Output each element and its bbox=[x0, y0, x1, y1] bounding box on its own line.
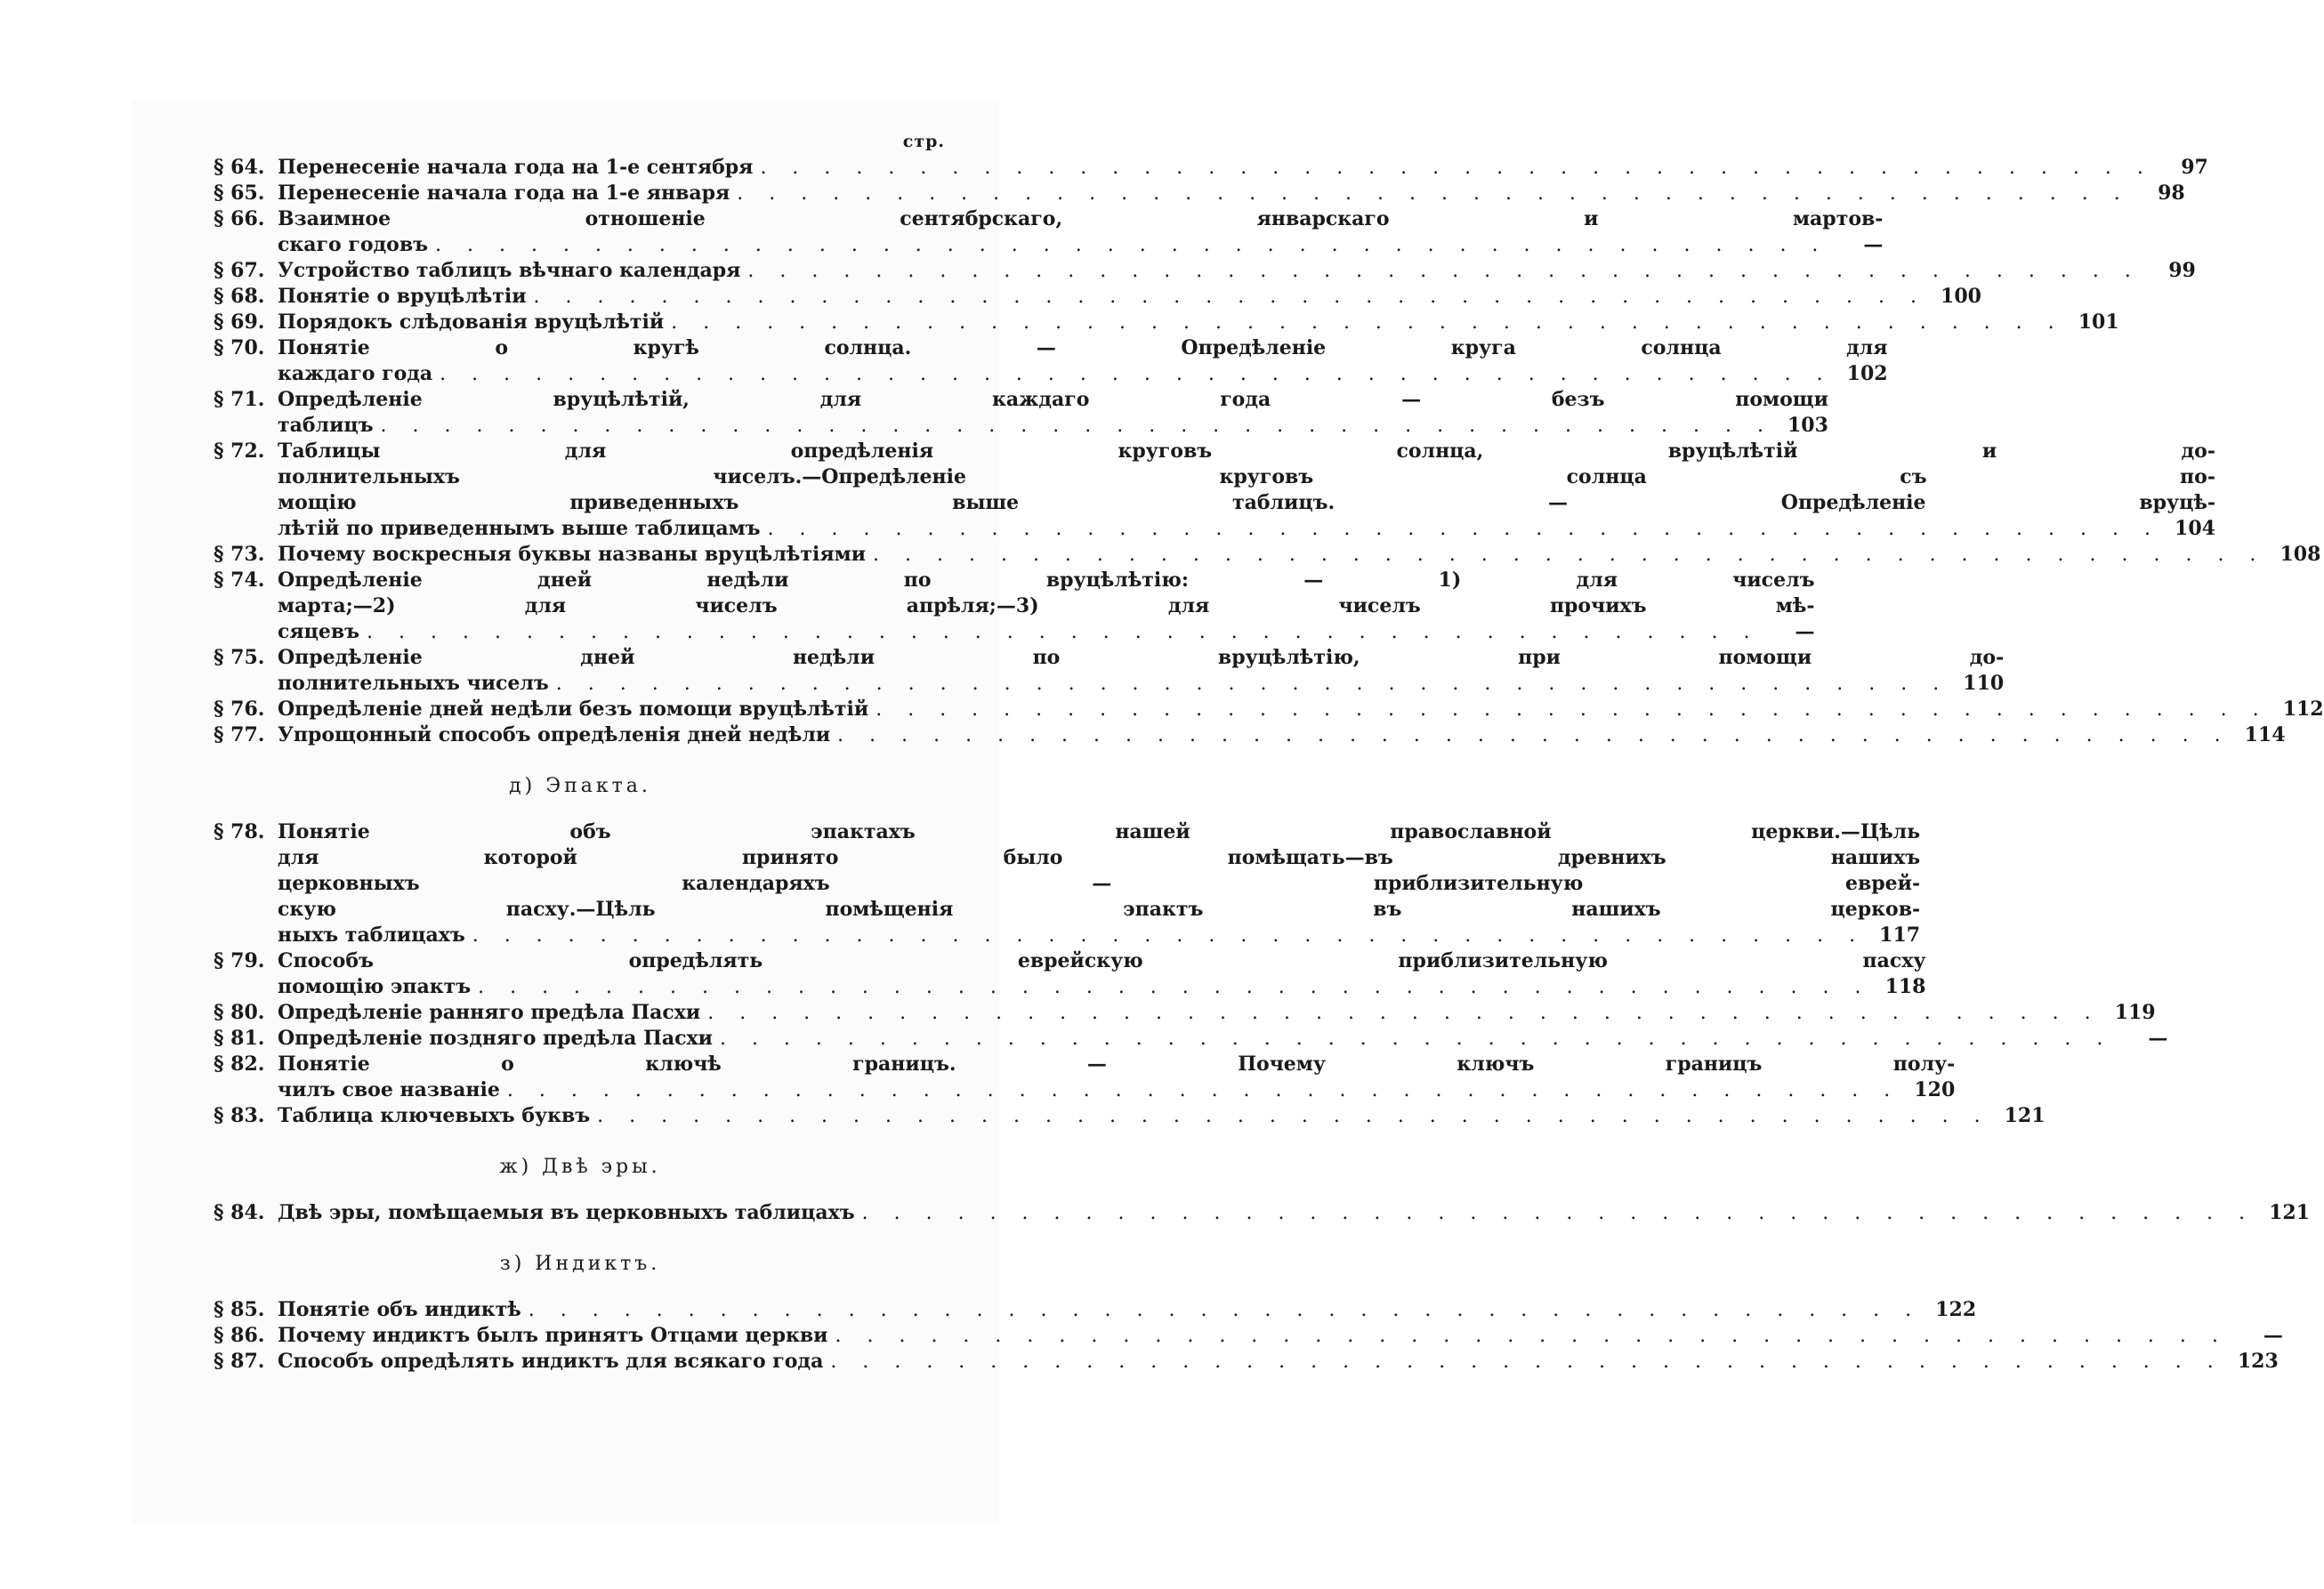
entry-body bbox=[278, 387, 1828, 439]
page-number: 112 bbox=[2282, 698, 2324, 721]
page-number: 121 bbox=[2269, 1201, 2311, 1224]
toc-entry bbox=[214, 181, 2185, 206]
entry-title-text: Опредѣленіе дней недѣли безъ помощи вруцѣлѣтій bbox=[278, 698, 869, 721]
entry-title-text: Упрощонный способъ опредѣленія дней недѣли bbox=[278, 723, 831, 746]
toc-entry bbox=[214, 722, 2286, 748]
page-number: 122 bbox=[1935, 1298, 1977, 1321]
entry-title-text: Почему индиктъ былъ принятъ Отцами церкви bbox=[278, 1324, 828, 1347]
toc-entry bbox=[214, 258, 2196, 284]
entry-line bbox=[278, 387, 1828, 413]
dot-leader bbox=[707, 1000, 2100, 1026]
entry-body bbox=[278, 258, 2196, 284]
entry-title-text: Понятіе объ эпактахъ нашей православной церкви.—Цѣль bbox=[278, 820, 1921, 843]
entry-body bbox=[278, 439, 2215, 542]
page-number: 123 bbox=[2237, 1350, 2279, 1373]
dot-leader bbox=[768, 516, 2160, 542]
entry-body bbox=[278, 568, 1814, 645]
entry-line bbox=[278, 1052, 1955, 1077]
section-number: § 87. bbox=[214, 1350, 265, 1373]
toc-entry bbox=[214, 206, 1884, 258]
section-number: § 68. bbox=[214, 285, 265, 308]
entry-line bbox=[278, 697, 2324, 722]
toc-entry bbox=[214, 1052, 1956, 1103]
entry-line bbox=[278, 258, 2196, 284]
entry-line bbox=[278, 645, 2004, 671]
entry-body bbox=[278, 1026, 2167, 1052]
section-number: § 65. bbox=[214, 181, 265, 205]
section-number: § 74. bbox=[214, 569, 265, 592]
toc-entry bbox=[214, 335, 1888, 387]
entry-title-text: мощію приведенныхъ выше таблицъ. — Опредѣленіе вруцѣ- bbox=[278, 491, 2215, 514]
section-number: § 82. bbox=[214, 1053, 265, 1076]
section-number: § 72. bbox=[214, 440, 265, 463]
entry-body bbox=[278, 722, 2286, 748]
toc-entry bbox=[214, 819, 1921, 948]
section-number: § 69. bbox=[214, 311, 265, 334]
entry-line bbox=[278, 413, 1828, 439]
dot-leader bbox=[367, 619, 1759, 645]
section-number: § 80. bbox=[214, 1001, 265, 1024]
toc-entry bbox=[214, 1026, 2168, 1052]
entry-title-text: Перенесеніе начала года на 1-е сентября bbox=[278, 156, 754, 179]
entry-title-text: Взаимное отношеніе сентябрскаго, январскаго и мартов- bbox=[278, 207, 1884, 230]
entry-body bbox=[278, 697, 2324, 722]
entry-title-text: Перенесеніе начала года на 1-е января bbox=[278, 181, 730, 205]
entry-body bbox=[278, 645, 2004, 697]
page-number: 108 bbox=[2280, 543, 2321, 566]
page-number: — bbox=[1795, 620, 1815, 643]
section-number: § 78. bbox=[214, 820, 265, 843]
entry-line bbox=[278, 593, 1814, 619]
page-number: 117 bbox=[1879, 924, 1921, 947]
entry-body bbox=[278, 310, 2119, 335]
entry-body bbox=[278, 1297, 1976, 1323]
entry-line bbox=[278, 310, 2119, 335]
entry-title-text: скую пасху.—Цѣль помѣщенія эпактъ въ нашихъ церков- bbox=[278, 898, 1921, 921]
section-number: § 83. bbox=[214, 1104, 265, 1127]
toc-entry bbox=[214, 1000, 2156, 1026]
page-number: 100 bbox=[1941, 285, 1981, 308]
toc-entry bbox=[214, 568, 1815, 645]
dot-leader bbox=[529, 1297, 1921, 1323]
page-number: — bbox=[2148, 1027, 2168, 1050]
dot-leader bbox=[671, 310, 2063, 335]
entry-line bbox=[278, 335, 1888, 361]
dot-leader bbox=[830, 1349, 2223, 1375]
entry-body bbox=[278, 335, 1888, 387]
page-column-header: стр. bbox=[902, 132, 945, 151]
dot-leader bbox=[862, 1200, 2255, 1226]
entry-body bbox=[278, 1200, 2310, 1226]
entry-line bbox=[278, 1103, 2046, 1129]
entry-line bbox=[278, 439, 2215, 464]
entry-line bbox=[278, 871, 1920, 897]
entry-body bbox=[278, 819, 1920, 948]
entry-title-text: чилъ свое названіе bbox=[278, 1078, 500, 1101]
entry-title-text: Понятіе о вруцѣлѣтіи bbox=[278, 285, 527, 308]
entry-title-text: Таблицы для опредѣленія круговъ солнца, вруцѣлѣтій и до- bbox=[278, 440, 2215, 463]
dot-leader bbox=[737, 181, 2129, 206]
section-number: § 85. bbox=[214, 1298, 265, 1321]
dot-leader bbox=[556, 671, 1949, 697]
toc-entry bbox=[214, 645, 2005, 697]
toc-entry bbox=[214, 1297, 1977, 1323]
dot-leader bbox=[472, 923, 1865, 948]
section-number: § 64. bbox=[214, 156, 265, 179]
page-number: 110 bbox=[1963, 672, 2005, 695]
entry-title-text: марта;—2) для чиселъ апрѣля;—3) для чиселъ прочихъ мѣ- bbox=[278, 594, 1815, 617]
page-number: 119 bbox=[2114, 1001, 2156, 1024]
page-number: 104 bbox=[2175, 517, 2215, 540]
toc-entry bbox=[214, 1349, 2279, 1375]
section-number: § 75. bbox=[214, 646, 265, 669]
toc-group-2 bbox=[214, 819, 2168, 1129]
entry-line bbox=[278, 1000, 2156, 1026]
entry-body bbox=[278, 1349, 2279, 1375]
dot-leader bbox=[440, 361, 1832, 387]
entry-line bbox=[278, 232, 1883, 258]
entry-title-text: скаго годовъ bbox=[278, 233, 429, 256]
section-number: § 86. bbox=[214, 1324, 265, 1347]
entry-line bbox=[278, 845, 1920, 871]
section-number: § 79. bbox=[214, 949, 265, 972]
entry-line bbox=[278, 974, 1926, 1000]
entry-body bbox=[278, 542, 2320, 568]
entry-title-text: Опредѣленіе дней недѣли по вруцѣлѣтію: — 1) для чиселъ bbox=[278, 569, 1815, 592]
entry-line bbox=[278, 568, 1814, 593]
entry-title-text: Понятіе объ индиктѣ bbox=[278, 1298, 521, 1321]
entry-title-text: полнительныхъ чиселъ bbox=[278, 672, 549, 695]
entry-body bbox=[278, 1052, 1955, 1103]
page-number: 99 bbox=[2168, 259, 2196, 282]
entry-title-text: Способъ опредѣлять еврейскую приблизительную пасху bbox=[278, 949, 1926, 972]
entry-title-text: ныхъ таблицахъ bbox=[278, 924, 465, 947]
dot-leader bbox=[760, 155, 2152, 181]
dot-leader bbox=[876, 697, 2268, 722]
toc-entry bbox=[214, 542, 2321, 568]
entry-line bbox=[278, 819, 1920, 845]
toc-entry bbox=[214, 1103, 2046, 1129]
toc-group-1 bbox=[214, 155, 2324, 748]
section-number: § 77. bbox=[214, 723, 265, 746]
dot-leader bbox=[381, 413, 1773, 439]
entry-line bbox=[278, 1077, 1955, 1103]
entry-title-text: таблицъ bbox=[278, 414, 374, 437]
page-number: — bbox=[1863, 233, 1884, 256]
entry-line bbox=[278, 1349, 2279, 1375]
dot-leader bbox=[835, 1323, 2227, 1349]
dot-leader bbox=[747, 258, 2140, 284]
entry-title-text: Двѣ эры, помѣщаемыя въ церковныхъ таблицахъ bbox=[278, 1201, 855, 1224]
section-number: § 73. bbox=[214, 543, 265, 566]
entry-body bbox=[278, 1323, 2283, 1349]
entry-body bbox=[278, 284, 1981, 310]
toc-entry bbox=[214, 1323, 2283, 1349]
section-number: § 70. bbox=[214, 336, 265, 359]
toc-entry bbox=[214, 387, 1828, 439]
page-number: 114 bbox=[2244, 723, 2286, 746]
entry-line bbox=[278, 1200, 2310, 1226]
entry-line bbox=[278, 490, 2215, 516]
table-of-contents bbox=[214, 129, 2324, 1375]
dot-leader bbox=[435, 232, 1828, 258]
toc-entry bbox=[214, 439, 2215, 542]
section-number: § 67. bbox=[214, 259, 265, 282]
section-heading-epacta: д) Эпакта. bbox=[509, 775, 651, 797]
entry-title-text: сяцевъ bbox=[278, 620, 360, 643]
page-number: 121 bbox=[2004, 1104, 2046, 1127]
toc-entry bbox=[214, 284, 1981, 310]
section-number: § 66. bbox=[214, 207, 265, 230]
dot-leader bbox=[507, 1077, 1900, 1103]
entry-body bbox=[278, 206, 1883, 258]
entry-title-text: Порядокъ слѣдованія вруцѣлѣтій bbox=[278, 311, 665, 334]
entry-line bbox=[278, 619, 1814, 645]
toc-entry bbox=[214, 1200, 2311, 1226]
toc-entry bbox=[214, 697, 2324, 722]
toc-entry bbox=[214, 948, 1926, 1000]
entry-title-text: лѣтій по приведеннымъ выше таблицамъ bbox=[278, 517, 761, 540]
toc-group-4 bbox=[214, 1297, 2283, 1375]
entry-body bbox=[278, 948, 1926, 1000]
entry-title-text: Понятіе о кругѣ солнца. — Опредѣленіе круга солнца для bbox=[278, 336, 1888, 359]
entry-line bbox=[278, 155, 2208, 181]
toc-entry bbox=[214, 155, 2208, 181]
entry-title-text: церковныхъ календаряхъ — приблизительную еврей- bbox=[278, 872, 1921, 895]
entry-line bbox=[278, 516, 2215, 542]
entry-line bbox=[278, 671, 2004, 697]
dot-leader bbox=[534, 284, 1926, 310]
section-number: § 84. bbox=[214, 1201, 265, 1224]
entry-title-text: Устройство таблицъ вѣчнаго календаря bbox=[278, 259, 741, 282]
dot-leader bbox=[478, 974, 1870, 1000]
section-number: § 71. bbox=[214, 388, 265, 411]
page-number: 118 bbox=[1884, 975, 1926, 998]
entry-title-text: Опредѣленіе вруцѣлѣтій, для каждаго года — безъ помощи bbox=[278, 388, 1828, 411]
entry-title-text: полнительныхъ чиселъ.—Опредѣленіе круговъ солнца съ по- bbox=[278, 465, 2215, 488]
entry-title-text: помощію эпактъ bbox=[278, 975, 472, 998]
dot-leader bbox=[720, 1026, 2112, 1052]
toc-group-3 bbox=[214, 1200, 2311, 1226]
entry-body bbox=[278, 1000, 2156, 1026]
entry-line bbox=[278, 542, 2320, 568]
entry-title-text: для которой принято было помѣщать—въ древнихъ нашихъ bbox=[278, 846, 1921, 869]
page-number: 120 bbox=[1914, 1078, 1956, 1101]
entry-title-text: Опредѣленіе дней недѣли по вруцѣлѣтію, при помощи до- bbox=[278, 646, 2005, 669]
page-number: 97 bbox=[2181, 156, 2208, 179]
entry-line bbox=[278, 361, 1888, 387]
page-number: 102 bbox=[1846, 362, 1888, 385]
entry-line bbox=[278, 722, 2286, 748]
entry-line bbox=[278, 923, 1920, 948]
entry-title-text: каждаго года bbox=[278, 362, 433, 385]
section-heading-two-eras: ж) Двѣ эры. bbox=[499, 1156, 661, 1178]
entry-line bbox=[278, 464, 2215, 490]
page-number: 103 bbox=[1787, 414, 1828, 437]
entry-line bbox=[278, 1323, 2283, 1349]
entry-line bbox=[278, 1297, 1976, 1323]
dot-leader bbox=[597, 1103, 1989, 1129]
entry-title-text: Таблица ключевыхъ буквъ bbox=[278, 1104, 591, 1127]
entry-body bbox=[278, 1103, 2046, 1129]
entry-line bbox=[278, 948, 1926, 974]
entry-title-text: Опредѣленіе ранняго предѣла Пасхи bbox=[278, 1001, 701, 1024]
entry-title-text: Понятіе о ключѣ границъ. — Почему ключъ границъ полу- bbox=[278, 1053, 1956, 1076]
section-number: § 76. bbox=[214, 698, 265, 721]
toc-entry bbox=[214, 310, 2119, 335]
dot-leader bbox=[873, 542, 2265, 568]
entry-body bbox=[278, 155, 2208, 181]
entry-line bbox=[278, 181, 2185, 206]
entry-title-text: Опредѣленіе поздняго предѣла Пасхи bbox=[278, 1027, 713, 1050]
page-number: 101 bbox=[2078, 311, 2119, 334]
section-number: § 81. bbox=[214, 1027, 265, 1050]
dot-leader bbox=[837, 722, 2230, 748]
page-number: 98 bbox=[2158, 181, 2185, 205]
entry-line bbox=[278, 206, 1883, 232]
entry-body bbox=[278, 181, 2185, 206]
entry-title-text: Способъ опредѣлять индиктъ для всякаго года bbox=[278, 1350, 824, 1373]
entry-line bbox=[278, 284, 1981, 310]
section-heading-indiction: з) Индиктъ. bbox=[499, 1253, 661, 1275]
page-number: — bbox=[2263, 1324, 2283, 1347]
entry-line bbox=[278, 1026, 2167, 1052]
entry-line bbox=[278, 897, 1920, 923]
entry-title-text: Почему воскресныя буквы названы вруцѣлѣтіями bbox=[278, 543, 867, 566]
